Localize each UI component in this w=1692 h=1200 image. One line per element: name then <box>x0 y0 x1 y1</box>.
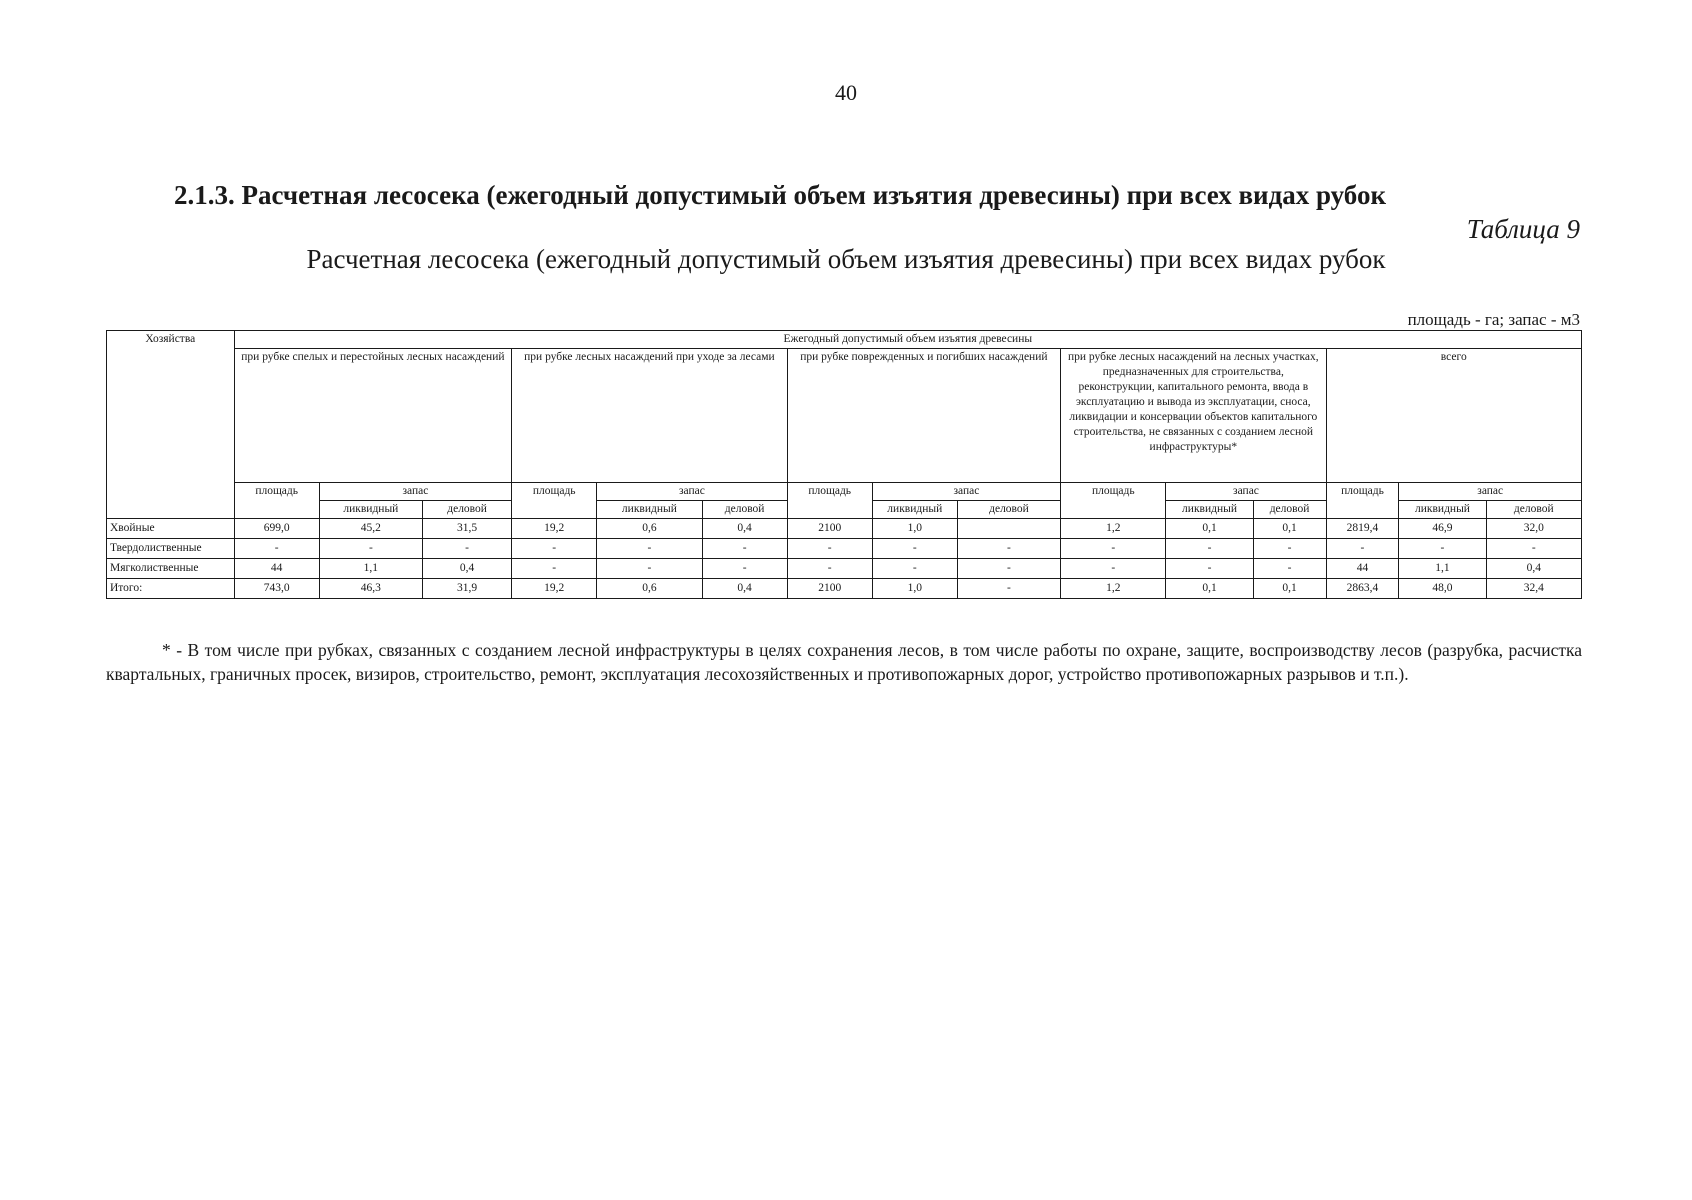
table-cell: 0,1 <box>1166 519 1253 539</box>
header-commercial: деловой <box>702 501 787 519</box>
header-group-thinning: при рубке лесных насаждений при уходе за лесами <box>512 349 788 483</box>
table-cell: - <box>423 539 512 559</box>
table-cell: 0,4 <box>423 559 512 579</box>
header-stock: запас <box>872 483 1060 501</box>
table-cell: - <box>1166 539 1253 559</box>
table-caption: Расчетная лесосека (ежегодный допустимый объем изъятия древесины) при всех видах рубок <box>306 244 1386 274</box>
header-liquid: ликвидный <box>597 501 702 519</box>
header-liquid: ликвидный <box>872 501 957 519</box>
table-cell: 0,6 <box>597 519 702 539</box>
table-cell: - <box>872 539 957 559</box>
table-cell: - <box>1326 539 1399 559</box>
table-cell: 1,0 <box>872 519 957 539</box>
table-cell: 44 <box>234 559 319 579</box>
table-body <box>107 519 1582 599</box>
header-group-damaged: при рубке поврежденных и погибших насаждений <box>787 349 1060 483</box>
row-label: Хвойные <box>107 519 235 539</box>
table-row <box>107 519 1582 539</box>
header-group-construction: при рубке лесных насаждений на лесных участках, предназначенных для строительства, реконструкции, капитального ремонта, ввода в эксплуатацию и вывода из эксплуатации, сноса, ликвидации и консервации объектов капитального строительства, не связанных с созданием лесной инфраструктуры* <box>1061 349 1326 483</box>
header-area: площадь <box>1326 483 1399 519</box>
table-cell: - <box>1399 539 1486 559</box>
table-cell: - <box>597 539 702 559</box>
table-cell: - <box>1061 539 1166 559</box>
header-liquid: ликвидный <box>1399 501 1486 519</box>
table-cell: - <box>1061 559 1166 579</box>
table-cell: 2100 <box>787 519 872 539</box>
units-note: площадь - га; запас - м3 <box>1407 310 1580 329</box>
header-area: площадь <box>787 483 872 519</box>
header-group-mature: при рубке спелых и перестойных лесных насаждений <box>234 349 512 483</box>
header-stock: запас <box>597 483 787 501</box>
table-cell: 1,1 <box>319 559 422 579</box>
header-stock: запас <box>1399 483 1582 501</box>
table-cell: 45,2 <box>319 519 422 539</box>
table-cell: - <box>319 539 422 559</box>
table-cell: - <box>957 539 1060 559</box>
table-cell: - <box>1166 559 1253 579</box>
table-label: Таблица 9 <box>1466 214 1580 244</box>
table-cell: - <box>1486 539 1581 559</box>
table-cell: 0,4 <box>1486 559 1581 579</box>
header-farms: Хозяйства <box>107 331 235 519</box>
logging-volume-table <box>106 330 1582 599</box>
footnote: * - В том числе при рубках, связанных с созданием лесной инфраструктуры в целях сохранения лесов, в том числе работы по охране, защите, воспроизводству лесов (разрубка, расчистка квартальных, граничных просек, визиров, строительство, ремонт, эксплуатация лесохозяйственных и противопожарных дорог, устройство противопожарных разрывов и т.п.). <box>106 640 1582 684</box>
section-heading: 2.1.3. Расчетная лесосека (ежегодный допустимый объем изъятия древесины) при всех видах рубок <box>174 180 1387 210</box>
header-stock: запас <box>319 483 511 501</box>
row-label: Мягколиственные <box>107 559 235 579</box>
table-cell: 46,9 <box>1399 519 1486 539</box>
table-cell: - <box>787 559 872 579</box>
table-cell: 0,4 <box>702 579 787 599</box>
table-cell: 0,6 <box>597 579 702 599</box>
row-label: Твердолиственные <box>107 539 235 559</box>
table-cell: 46,3 <box>319 579 422 599</box>
table-cell: - <box>787 539 872 559</box>
table-cell: 31,9 <box>423 579 512 599</box>
table-cell: - <box>872 559 957 579</box>
header-commercial: деловой <box>1486 501 1581 519</box>
table-cell: - <box>512 559 597 579</box>
header-liquid: ликвидный <box>1166 501 1253 519</box>
table-cell <box>957 519 1060 539</box>
table-cell: - <box>597 559 702 579</box>
table-row <box>107 539 1582 559</box>
table-cell: 0,1 <box>1253 519 1326 539</box>
table-cell: 0,4 <box>702 519 787 539</box>
header-group-total: всего <box>1326 349 1582 483</box>
table-cell: 1,2 <box>1061 579 1166 599</box>
table-cell: 32,0 <box>1486 519 1581 539</box>
header-commercial: деловой <box>423 501 512 519</box>
table-cell: 1,2 <box>1061 519 1166 539</box>
table-cell: - <box>234 539 319 559</box>
table-cell: - <box>957 579 1060 599</box>
table-cell: 48,0 <box>1399 579 1486 599</box>
table-cell: 31,5 <box>423 519 512 539</box>
table-cell: 44 <box>1326 559 1399 579</box>
header-area: площадь <box>512 483 597 519</box>
table-cell: - <box>512 539 597 559</box>
header-commercial: деловой <box>957 501 1060 519</box>
row-label: Итого: <box>107 579 235 599</box>
table-cell: 2819,4 <box>1326 519 1399 539</box>
header-commercial: деловой <box>1253 501 1326 519</box>
table-cell: 1,1 <box>1399 559 1486 579</box>
table-cell: 0,1 <box>1253 579 1326 599</box>
header-area: площадь <box>234 483 319 519</box>
table-cell: 2863,4 <box>1326 579 1399 599</box>
table-row <box>107 579 1582 599</box>
header-area: площадь <box>1061 483 1166 519</box>
table-cell: 2100 <box>787 579 872 599</box>
table-cell: - <box>702 559 787 579</box>
table-cell: 743,0 <box>234 579 319 599</box>
table-cell: - <box>957 559 1060 579</box>
table-cell: - <box>702 539 787 559</box>
table-row <box>107 559 1582 579</box>
table-cell: - <box>1253 559 1326 579</box>
table-cell: 19,2 <box>512 519 597 539</box>
header-liquid: ликвидный <box>319 501 422 519</box>
table-cell: 0,1 <box>1166 579 1253 599</box>
header-stock: запас <box>1166 483 1326 501</box>
table-cell: 699,0 <box>234 519 319 539</box>
header-annual-volume: Ежегодный допустимый объем изъятия древесины <box>234 331 1581 349</box>
table-cell: - <box>1253 539 1326 559</box>
table-cell: 19,2 <box>512 579 597 599</box>
table-cell: 32,4 <box>1486 579 1581 599</box>
page-number: 40 <box>835 80 857 105</box>
table-cell: 1,0 <box>872 579 957 599</box>
